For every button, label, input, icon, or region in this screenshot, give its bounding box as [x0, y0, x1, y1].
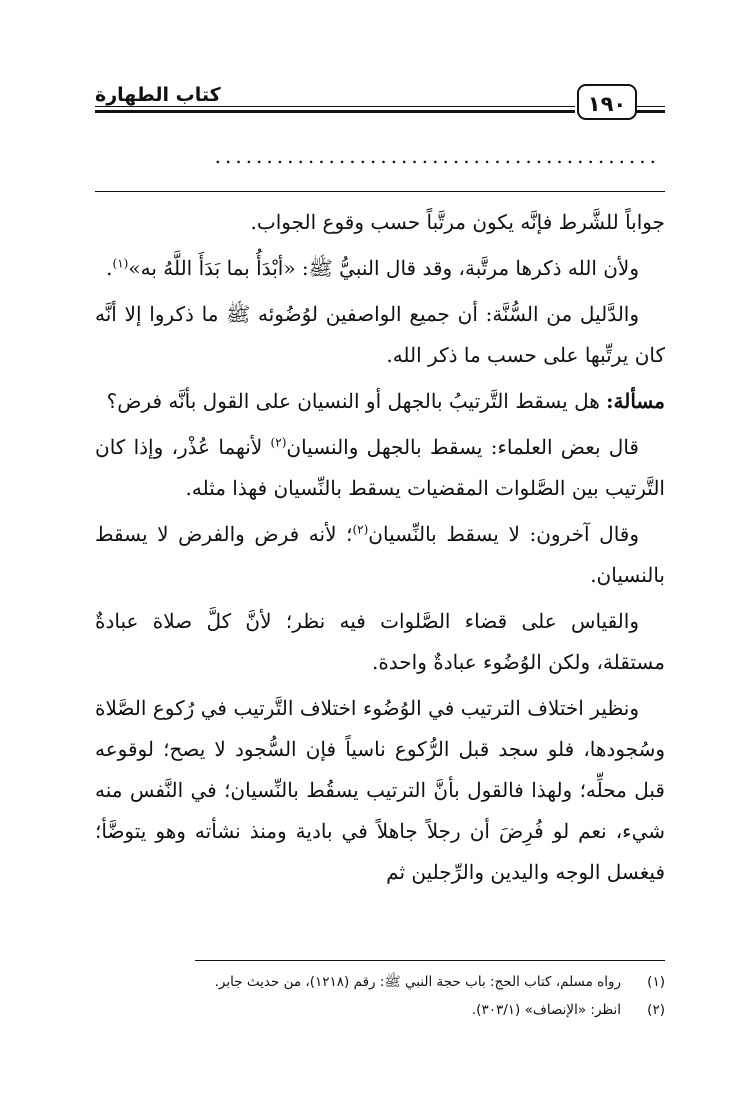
paragraph-text: والقياس على قضاء الصَّلوات فيه نظر؛ لأنَّ كلَّ صلاة عبادةٌ مستقلة، ولكن الوُضُوء عبادةٌ واحدة.: [95, 609, 665, 674]
header-rule-thin: [95, 106, 575, 107]
paragraph-8: [95, 688, 665, 893]
footnote-text: انظر: «الإنصاف» (٣٠٣/١).: [471, 1002, 621, 1018]
paragraph-text-tail: ؛ لأنه فرض والفرض لا يسقط بالنسيان.: [95, 522, 665, 587]
main-text: [95, 202, 665, 898]
paragraph-5: [95, 427, 665, 509]
header-rule-thick: [95, 110, 575, 113]
footnote-separator: [195, 960, 665, 961]
paragraph-text: وقال آخرون: لا يسقط بالنِّسيان: [368, 522, 640, 546]
footnote-2: [95, 996, 665, 1024]
footnote-marker: (٢): [352, 522, 369, 537]
paragraph-2: [95, 248, 665, 289]
issue-label: مسألة:: [606, 389, 665, 413]
paragraph-4-issue: [95, 381, 665, 422]
running-header: [95, 78, 665, 128]
paragraph-text: هل يسقط التَّرتيبُ بالجهل أو النسيان على القول بأنَّه فرض؟: [106, 389, 607, 413]
continuation-dots: ...........................................: [214, 146, 660, 166]
paragraph-text: ونظير اختلاف الترتيب في الوُضُوء اختلاف التَّرتيب في رُكوع الصَّلاة وسُجودها، فلو سجد قبل الرُّكوع ناسياً فإن السُّجود لا يصح؛ لوقوعه قبل محلِّه؛ ولهذا فالقول بأنَّ الترتيب يسقُط بالنِّسيان؛ في النَّفس منه شيء، نعم لو فُرِضَ أن رجلاً جاهلاً في بادية ومنذ نشأته وهو يتوضَّأ؛ فيغسل الوجه واليدين والرِّجلين ثم: [95, 696, 665, 884]
footnotes: [95, 968, 665, 1024]
footnote-text: رواه مسلم، كتاب الحج: باب حجة النبي ﷺ: رقم (١٢١٨)، من حديث جابر.: [214, 974, 621, 990]
paragraph-text: قال بعض العلماء: يسقط بالجهل والنسيان: [286, 435, 639, 459]
footnote-number: (٢): [647, 1002, 665, 1018]
header-stub-thin: [635, 106, 665, 107]
header-stub-thick: [635, 110, 665, 113]
paragraph-text-tail: .: [106, 256, 113, 280]
footnote-number: (١): [647, 974, 665, 990]
footnote-marker: (٢): [270, 435, 287, 450]
paragraph-7: [95, 601, 665, 683]
paragraph-text: والدَّليل من السُّنَّة: أن جميع الواصفين لوُضُوئه ﷺ ما ذكروا إلا أنَّه كان يرتِّبها على حسب ما ذكر الله.: [95, 302, 665, 367]
paragraph-text: ولأن الله ذكرها مرتَّبة، وقد قال النبيُّ ﷺ: «أبْدَأُ بما بَدَأَ اللَّهُ به»: [128, 256, 639, 280]
footnote-1: [95, 968, 665, 996]
body-top-rule: [95, 191, 665, 192]
paragraph-text-tail: لأنهما عُذْر، وإذا كان التَّرتيب بين الصَّلوات المقضيات يسقط بالنِّسيان فهذا مثله.: [95, 435, 665, 500]
paragraph-1: [95, 202, 665, 243]
paragraph-6: [95, 514, 665, 596]
book-title: كتاب الطهارة: [95, 84, 221, 106]
footnote-marker: (١): [112, 256, 129, 271]
paragraph-text: جواباً للشَّرط فإنَّه يكون مرتَّباً حسب وقوع الجواب.: [250, 210, 665, 234]
paragraph-3: [95, 294, 665, 376]
page-number: ١٩٠: [577, 84, 637, 120]
